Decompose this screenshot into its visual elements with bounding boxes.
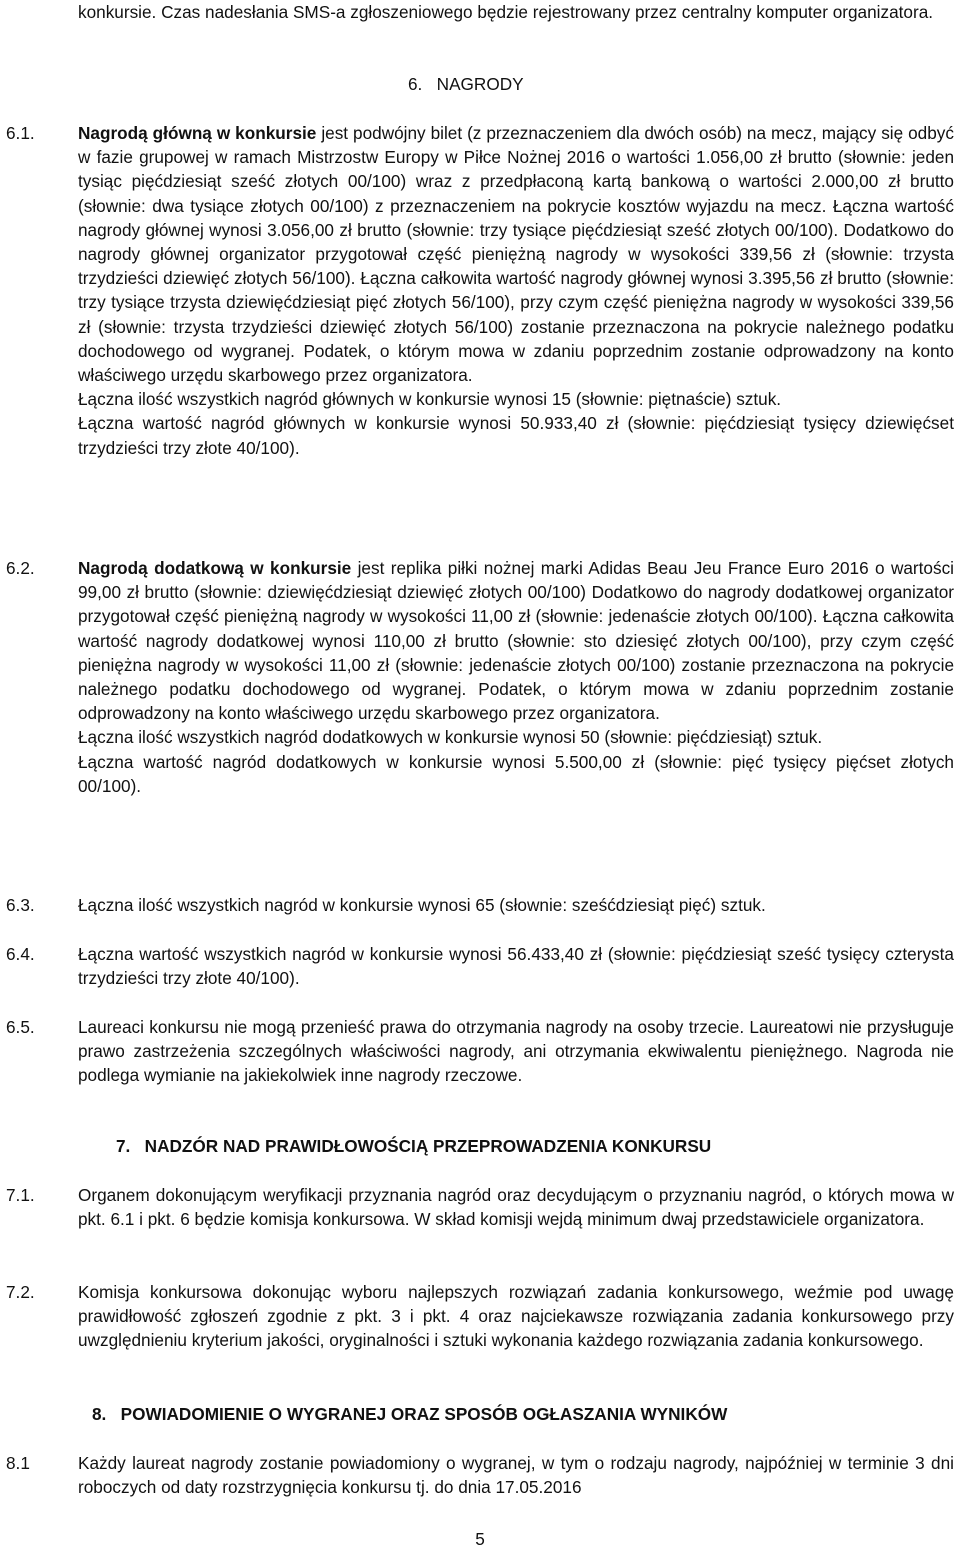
item-6-2-number: 6.2. [6,558,35,578]
intro-paragraph: konkursie. Czas nadesłania SMS-a zgłoszeniowego będzie rejestrowany przez centralny komputer organizatora. [78,2,934,22]
additional-prize-total: Łączna wartość nagród dodatkowych w konkursie wynosi 5.500,00 zł (słownie: pięć tysięcy pięćset złotych 00/100). [78,751,954,796]
additional-prize-count: Łączna ilość wszystkich nagród dodatkowych w konkursie wynosi 50 (słownie: pięćdziesiąt) sztuk. [78,727,823,748]
item-6-3-number: 6.3. [6,895,35,915]
item-6-4: Łączna wartość wszystkich nagród w konkursie wynosi 56.433,40 zł (słownie: pięćdziesiąt sześć tysięcy czterysta trzydzieści trzy złote 40/100). [78,944,954,989]
item-7-1-number: 7.1. [6,1185,35,1205]
main-prize-label: Nagrodą główną w konkursie [78,123,317,143]
additional-prize-label: Nagrodą dodatkową w konkursie [78,558,352,578]
item-7-2: Komisja konkursowa dokonując wyboru najlepszych rozwiązań zadania konkursowego, weźmie pod uwagę prawidłowość zgłoszeń zgodnie z pkt. 3 i pkt. 4 oraz najciekawsze rozwiązania zadania konkursowego przy uwzględnieniu kryterium jakości, oryginalności i sztuki wykonania każdego rozwiązania zadania konkursowego. [78,1282,954,1351]
section-6-heading: 6. NAGRODY [408,74,524,94]
additional-prize-text: jest replika piłki nożnej marki Adidas Beau Jeu France Euro 2016 o wartości 99,00 zł brutto (słownie: dziewięćdziesiąt dziewięć złotych 00/100) Dodatkowo do nagrody dodatkowej organizator przygotował część pieniężną nagrody w wysokości 11,00 zł (słownie: jedenaście złotych 00/100). Łączna całkowita wartość nagrody dodatkowej wynosi 110,00 zł brutto (słownie: sto dziesięć złotych 00/100), przy czym część pieniężna nagrody w wysokości 11,00 zł (słownie: jedenaście złotych 00/100) zostanie przeznaczona na pokrycie należnego podatku dochodowego od wygranej. Podatek, o którym mowa w zdaniu poprzednim zostanie odprowadzony na konto właściwego urzędu skarbowego przez organizatora. [78,558,954,724]
section-7-heading: 7. NADZÓR NAD PRAWIDŁOWOŚCIĄ PRZEPROWADZENIA KONKURSU [116,1136,712,1156]
item-6-5-number: 6.5. [6,1017,35,1037]
item-6-5: Laureaci konkursu nie mogą przenieść prawa do otrzymania nagrody na osoby trzecie. Laureatowi nie przysługuje prawo zastrzeżenia szczególnych właściwości nagrody, ani otrzymania ekwiwalentu pieniężnego. Nagroda nie podlega wymianie na jakiekolwiek inne nagrody rzeczowe. [78,1017,954,1086]
item-8-1-number: 8.1 [6,1453,30,1473]
item-6-2 [78,556,954,798]
item-6-1 [78,121,954,460]
item-6-1-number: 6.1. [6,123,35,143]
section-8-heading: 8. POWIADOMIENIE O WYGRANEJ ORAZ SPOSÓB OGŁASZANIA WYNIKÓW [92,1404,728,1424]
item-6-3: Łączna ilość wszystkich nagród w konkursie wynosi 65 (słownie: sześćdziesiąt pięć) sztuk. [78,895,766,915]
main-prize-text: jest podwójny bilet (z przeznaczeniem dla dwóch osób) na mecz, mający się odbyć w fazie grupowej w ramach Mistrzostw Europy w Piłce Nożnej 2016 o wartości 1.056,00 zł brutto (słownie: jeden tysiąc pięćdziesiąt sześć złotych 00/100) wraz z przedpłaconą kartą bankową o wartości 2.000,00 zł brutto (słownie: dwa tysiące złotych 00/100) z przeznaczeniem na pokrycie kosztów wyjazdu na mecz. Łączna wartość nagrody głównej wynosi 3.056,00 zł brutto (słownie: trzy tysiące pięćdziesiąt sześć złotych 00/100). Dodatkowo do nagrody głównej organizator przygotował część pieniężną nagrody w wysokości 339,56 zł (słownie: trzysta trzydzieści dziewięć złotych 56/100). Łączna całkowita wartość nagrody głównej wynosi 3.395,56 zł brutto (słownie: trzy tysiące trzysta dziewięćdziesiąt pięć złotych 56/100), przy czym część pieniężna nagrody w wysokości 339,56 zł (słownie: trzysta trzydzieści dziewięć złotych 56/100) zostanie przeznaczona na pokrycie należnego podatku dochodowego od wygranej. Podatek, o którym mowa w zdaniu poprzednim zostanie odprowadzony na konto właściwego urzędu skarbowego przez organizatora. [78,123,954,386]
item-7-2-number: 7.2. [6,1282,35,1302]
item-8-1: Każdy laureat nagrody zostanie powiadomiony o wygranej, w tym o rodzaju nagrody, najpóźniej w terminie 3 dni roboczych od daty rozstrzygnięcia konkursu tj. do dnia 17.05.2016 [78,1453,954,1498]
page-number: 5 [475,1529,485,1549]
main-prize-count: Łączna ilość wszystkich nagród głównych w konkursie wynosi 15 (słownie: piętnaście) sztuk. [78,389,782,410]
main-prize-total: Łączna wartość nagród głównych w konkursie wynosi 50.933,40 zł (słownie: pięćdziesiąt tysięcy dziewięćset trzydzieści trzy złote 40/100). [78,413,954,458]
item-7-1: Organem dokonującym weryfikacji przyznania nagród oraz decydującym o przyznaniu nagród, o których mowa w pkt. 6.1 i pkt. 6 będzie komisja konkursowa. W skład komisji wejdą minimum dwaj przedstawiciele organizatora. [78,1185,954,1230]
item-6-4-number: 6.4. [6,944,35,964]
